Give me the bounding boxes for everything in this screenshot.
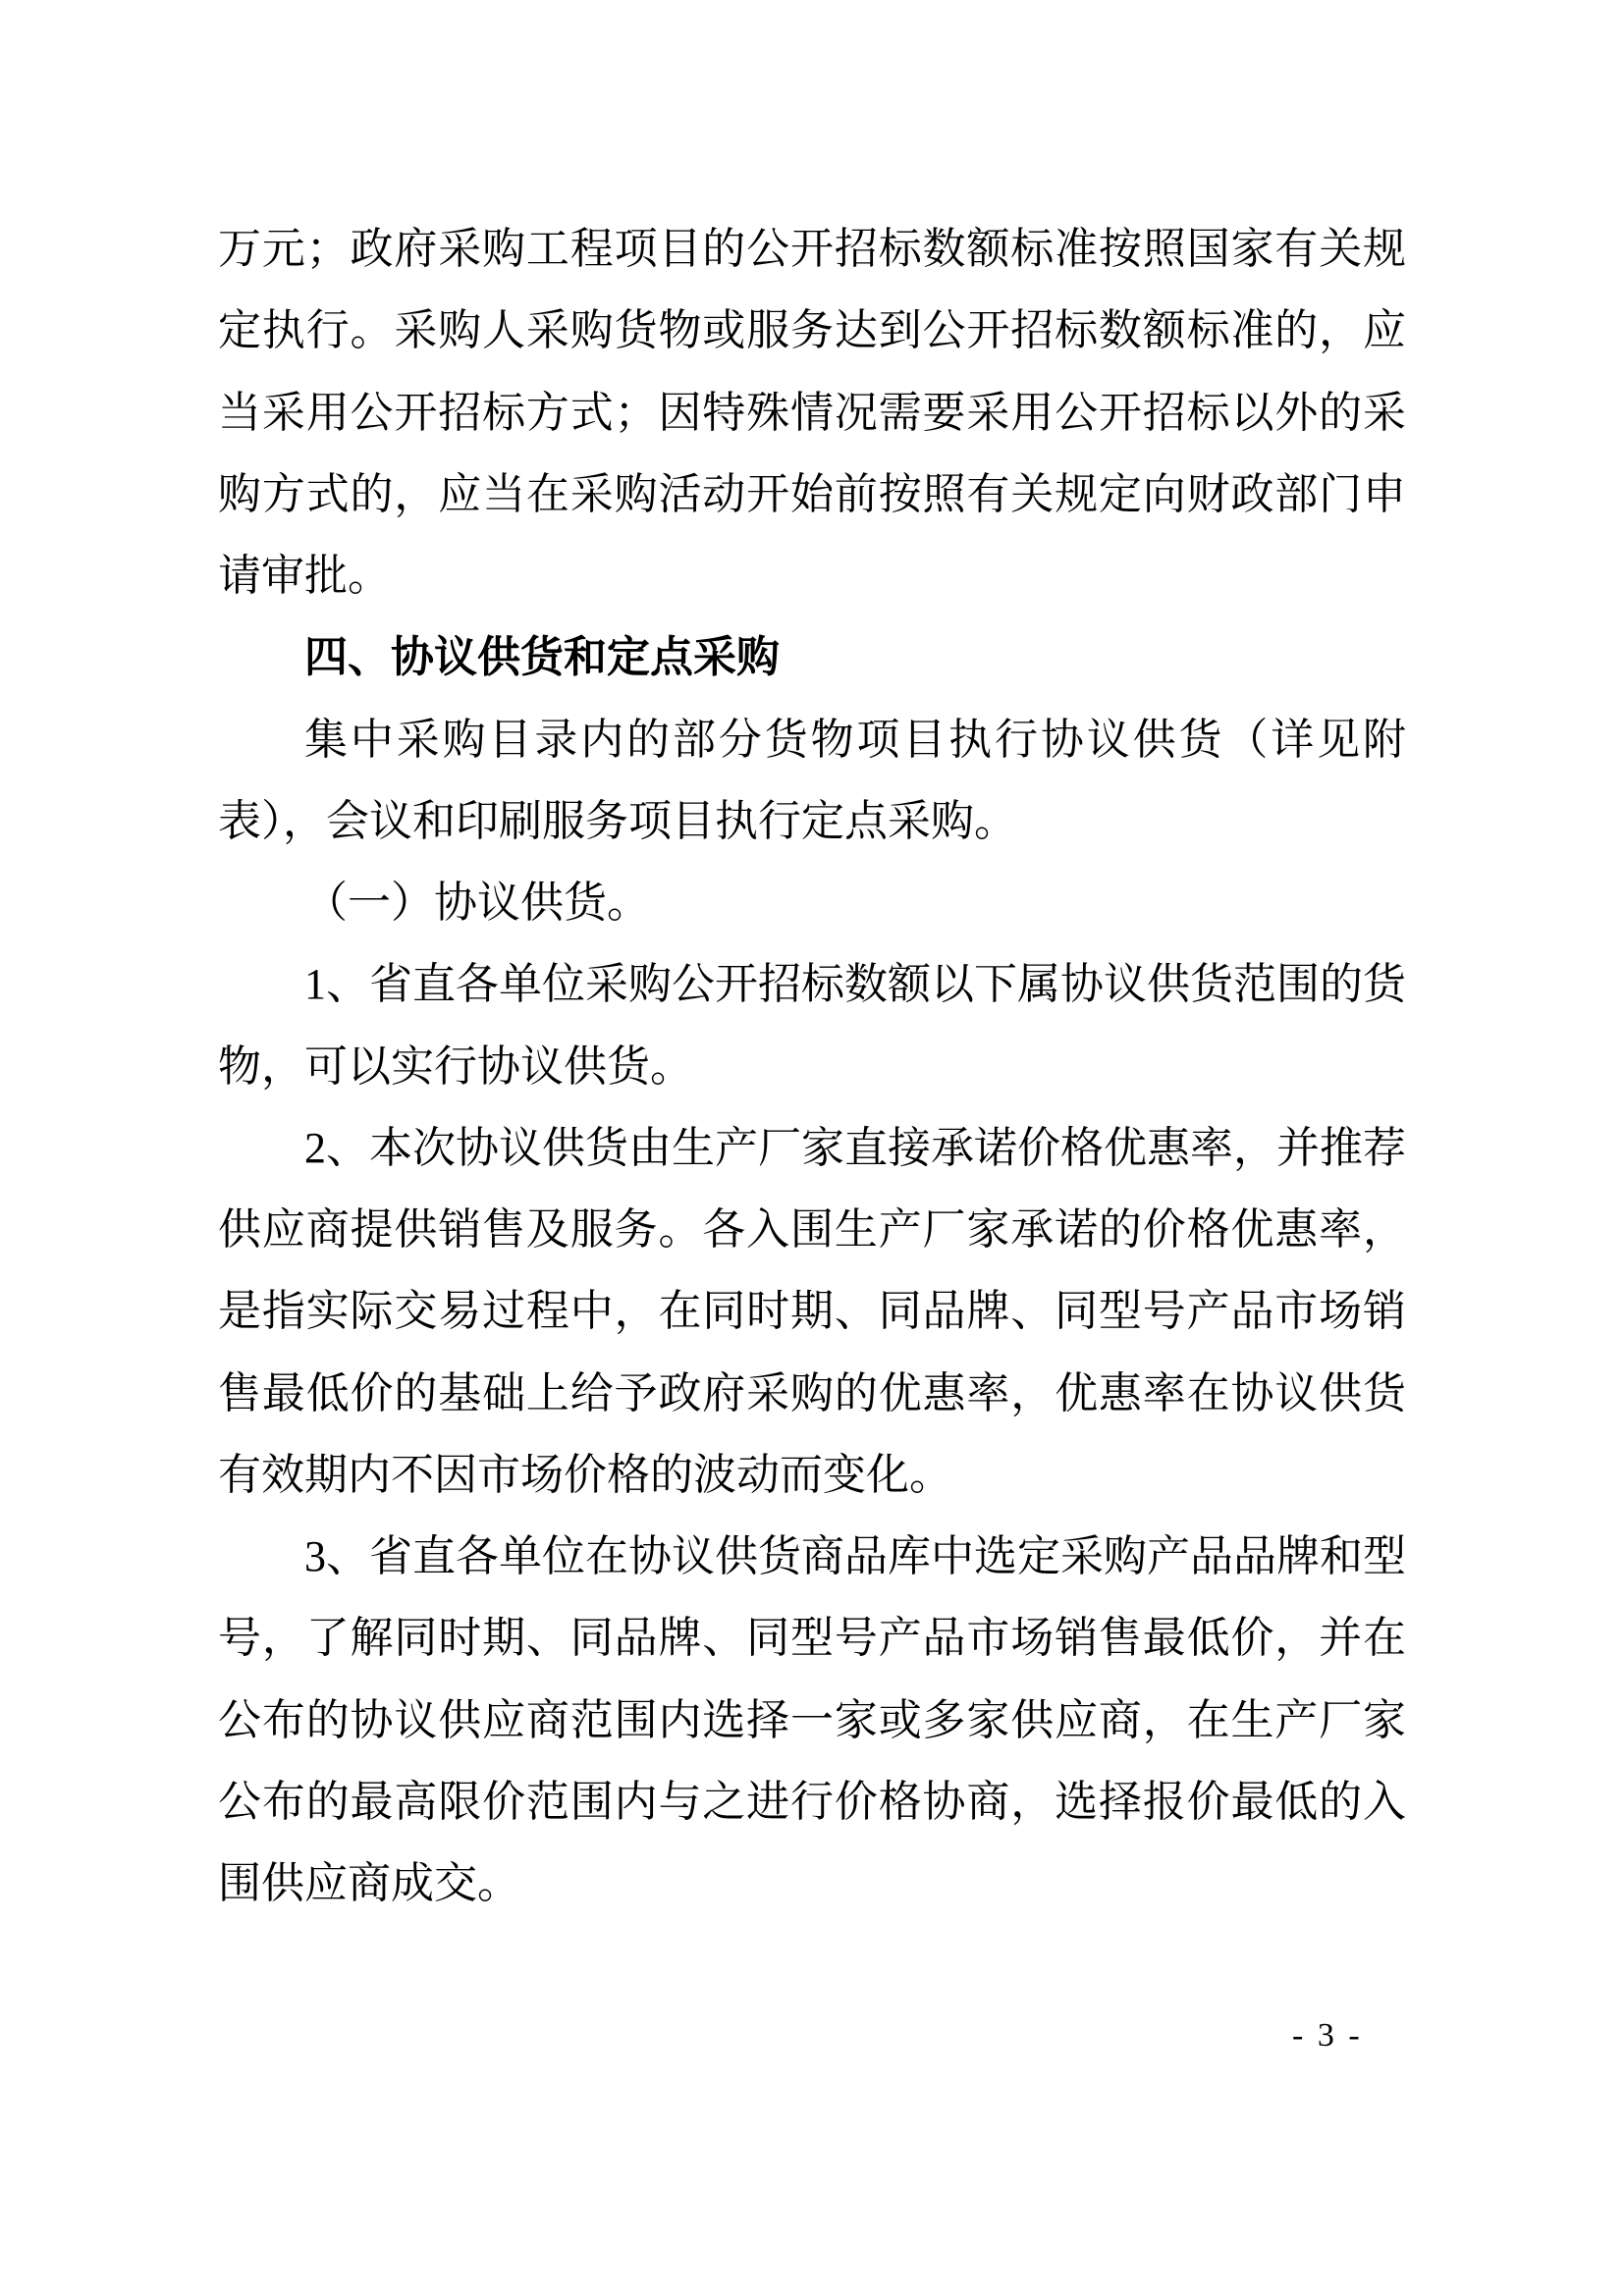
page-number: - 3 - xyxy=(1292,2017,1363,2054)
text-line: 集中采购目录内的部分货物项目执行协议供货（详见附 xyxy=(304,715,1406,764)
text-line: 定执行。采购人采购货物或服务达到公开招标数额标准的，应 xyxy=(218,306,1406,355)
text-line: 公布的协议供应商范围内选择一家或多家供应商，在生产厂家 xyxy=(218,1695,1406,1744)
text-line: 3、省直各单位在协议供货商品库中选定采购产品品牌和型 xyxy=(304,1532,1406,1580)
text-line: 表），会议和印刷服务项目执行定点采购。 xyxy=(218,796,1017,845)
text-line: 售最低价的基础上给予政府采购的优惠率，优惠率在协议供货 xyxy=(218,1368,1406,1417)
text-line: 号，了解同时期、同品牌、同型号产品市场销售最低价，并在 xyxy=(218,1614,1406,1663)
text-line: 万元；政府采购工程项目的公开招标数额标准按照国家有关规 xyxy=(218,225,1406,273)
text-line: 有效期内不因市场价格的波动而变化。 xyxy=(218,1450,952,1499)
text-line: 围供应商成交。 xyxy=(218,1859,520,1907)
text-line: 公布的最高限价范围内与之进行价格协商，选择报价最低的入 xyxy=(218,1777,1406,1826)
text-line: 供应商提供销售及服务。各入围生产厂家承诺的价格优惠率， xyxy=(218,1205,1406,1254)
document-body xyxy=(218,208,1406,1924)
text-line: 2、本次协议供货由生产厂家直接承诺价格优惠率，并推荐 xyxy=(304,1123,1406,1172)
text-line: （一）协议供货。 xyxy=(304,879,650,927)
text-line: 1、省直各单位采购公开招标数额以下属协议供货范围的货 xyxy=(304,960,1406,1009)
text-line: 物，可以实行协议供货。 xyxy=(218,1041,693,1091)
text-line: 是指实际交易过程中，在同时期、同品牌、同型号产品市场销 xyxy=(218,1287,1406,1336)
text-line: 购方式的，应当在采购活动开始前按照有关规定向财政部门申 xyxy=(218,469,1406,518)
text-line: 当采用公开招标方式；因特殊情况需要采用公开招标以外的采 xyxy=(218,388,1406,437)
section-heading: 四、协议供货和定点采购 xyxy=(304,633,780,682)
text-line: 请审批。 xyxy=(218,552,391,600)
